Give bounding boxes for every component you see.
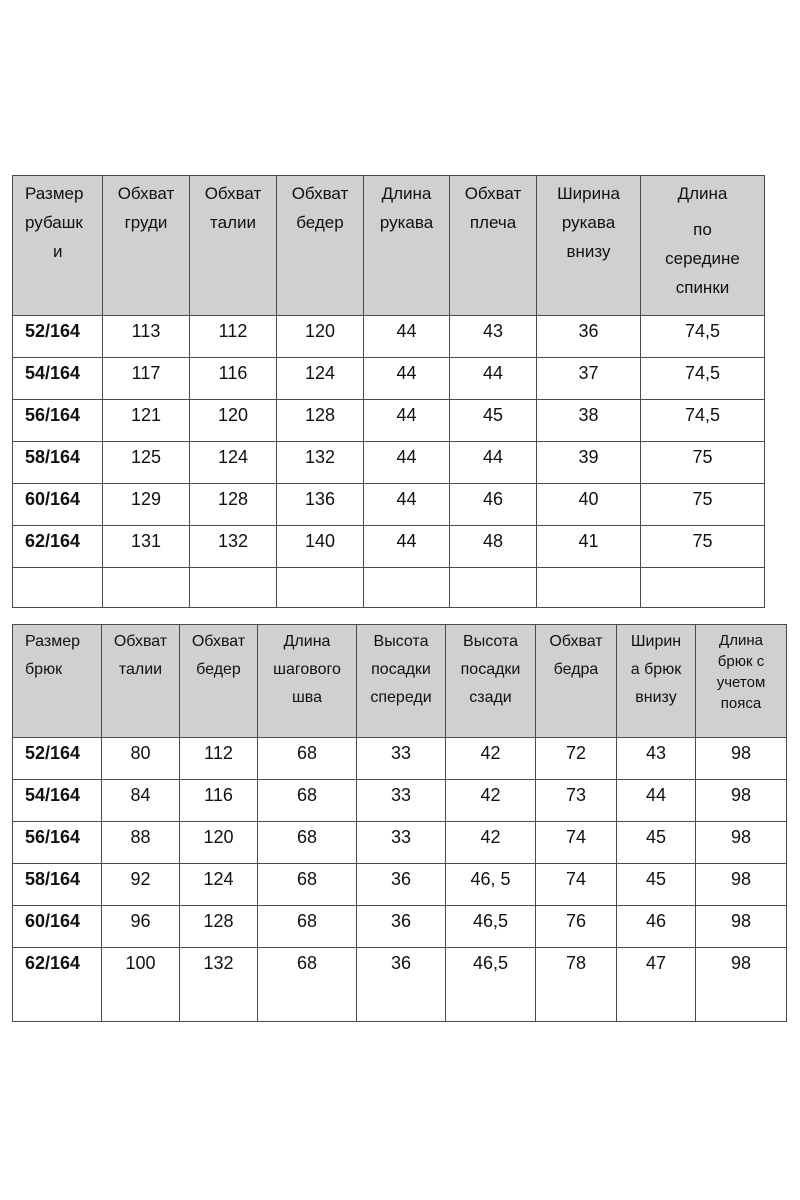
empty-row [13,568,765,608]
header-line: брюк [25,661,63,678]
value-cell: 48 [450,526,537,568]
value-cell: 68 [258,780,357,822]
value-cell: 112 [180,738,258,780]
header-line: брюк с [717,653,765,670]
value-cell: 88 [102,822,180,864]
header-line: посадки [460,661,521,678]
header-line: бедра [553,661,599,678]
value-cell: 75 [641,484,765,526]
value-cell: 36 [357,864,446,906]
header-line: Размер [25,184,84,203]
value-cell: 46,5 [446,948,536,1022]
value-cell: 74,5 [641,358,765,400]
value-cell: 125 [103,442,190,484]
value-cell: 40 [537,484,641,526]
shirt-header-chest [103,176,190,316]
size-cell: 52/164 [13,738,102,780]
table-row [13,358,765,400]
header-line: Размер [25,633,80,650]
size-cell: 62/164 [13,948,102,1022]
value-cell: 38 [537,400,641,442]
size-cell: 62/164 [13,526,103,568]
empty-cell [190,568,277,608]
header-line: а брюк [630,661,682,678]
value-cell: 33 [357,780,446,822]
value-cell: 46,5 [446,906,536,948]
header-line: спинки [675,278,730,297]
header-line: талии [118,661,163,678]
pants-header-hem-width [617,625,696,738]
shirt-header-sleeve-length [364,176,450,316]
value-cell: 100 [102,948,180,1022]
value-cell: 42 [446,822,536,864]
size-cell: 56/164 [13,822,102,864]
header-line: рубашк [25,213,83,232]
header-line: Длина [283,633,331,650]
value-cell: 112 [190,316,277,358]
value-cell: 92 [102,864,180,906]
value-cell: 44 [450,358,537,400]
size-cell: 58/164 [13,864,102,906]
size-cell: 54/164 [13,358,103,400]
size-cell: 60/164 [13,906,102,948]
header-line: посадки [371,661,431,678]
table-row [13,822,787,864]
table-row [13,484,765,526]
value-cell: 136 [277,484,364,526]
table-row [13,526,765,568]
value-cell: 41 [537,526,641,568]
pants-header-inseam [258,625,357,738]
value-cell: 113 [103,316,190,358]
header-line: учетом [716,674,766,691]
value-cell: 68 [258,906,357,948]
value-cell: 116 [180,780,258,822]
value-cell: 117 [103,358,190,400]
header-line: Ширина [557,184,620,203]
value-cell: 75 [641,526,765,568]
pants-header-waist [102,625,180,738]
value-cell: 44 [364,358,450,400]
size-cell: 52/164 [13,316,103,358]
pants-header-thigh [536,625,617,738]
size-cell: 58/164 [13,442,103,484]
value-cell: 128 [190,484,277,526]
pants-header-length [696,625,787,738]
value-cell: 121 [103,400,190,442]
pants-size-table [12,624,787,1022]
shirt-header-shoulder [450,176,537,316]
value-cell: 43 [617,738,696,780]
header-line: бедер [296,213,344,232]
header-line: Длина [677,184,728,203]
header-line: Обхват [117,184,175,203]
table-row [13,442,765,484]
header-line: шагового [273,661,341,678]
value-cell: 37 [537,358,641,400]
value-cell: 43 [450,316,537,358]
table-row [13,864,787,906]
value-cell: 132 [180,948,258,1022]
header-line: Обхват [464,184,522,203]
value-cell: 76 [536,906,617,948]
value-cell: 124 [190,442,277,484]
value-cell: 72 [536,738,617,780]
value-cell: 44 [450,442,537,484]
header-line: бедер [196,661,241,678]
header-line: груди [124,213,168,232]
shirt-header-back-length [641,176,765,316]
value-cell: 44 [364,400,450,442]
value-cell: 128 [277,400,364,442]
header-line: сзади [469,689,512,706]
table-row [13,906,787,948]
shirt-table-body [13,316,765,608]
value-cell: 120 [190,400,277,442]
value-cell: 74 [536,822,617,864]
header-line: талии [210,213,256,232]
value-cell: 124 [180,864,258,906]
value-cell: 33 [357,822,446,864]
pants-header-back-rise [446,625,536,738]
empty-cell [103,568,190,608]
table-row [13,400,765,442]
size-cell: 56/164 [13,400,103,442]
size-cell: 54/164 [13,780,102,822]
pants-header-row [13,625,787,738]
header-line: рукава [379,213,434,232]
value-cell: 68 [258,864,357,906]
header-line: рукава [561,213,616,232]
value-cell: 116 [190,358,277,400]
value-cell: 74,5 [641,400,765,442]
value-cell: 140 [277,526,364,568]
value-cell: 96 [102,906,180,948]
value-cell: 120 [180,822,258,864]
header-line: Обхват [204,184,262,203]
value-cell: 36 [357,948,446,1022]
value-cell: 33 [357,738,446,780]
value-cell: 74,5 [641,316,765,358]
pants-header-size [13,625,102,738]
shirt-header-row [13,176,765,316]
header-line: и [53,242,63,261]
header-line: Длина [719,632,763,649]
value-cell: 98 [696,906,787,948]
value-cell: 46, 5 [446,864,536,906]
header-line: пояса [720,695,762,712]
pants-header-front-rise [357,625,446,738]
empty-cell [537,568,641,608]
value-cell: 124 [277,358,364,400]
header-line: спереди [370,689,432,706]
value-cell: 98 [696,780,787,822]
value-cell: 132 [277,442,364,484]
value-cell: 44 [364,442,450,484]
table-row [13,948,787,1022]
value-cell: 44 [364,316,450,358]
value-cell: 44 [364,526,450,568]
value-cell: 128 [180,906,258,948]
value-cell: 74 [536,864,617,906]
header-line: по [693,220,712,239]
value-cell: 39 [537,442,641,484]
value-cell: 78 [536,948,617,1022]
empty-cell [13,568,103,608]
header-line: середине [665,249,740,268]
value-cell: 44 [364,484,450,526]
value-cell: 36 [537,316,641,358]
value-cell: 36 [357,906,446,948]
header-line: Обхват [549,633,603,650]
header-line: шва [291,689,323,706]
value-cell: 98 [696,948,787,1022]
value-cell: 68 [258,738,357,780]
value-cell: 47 [617,948,696,1022]
header-line: Ширин [630,633,682,650]
header-line: Длина [381,184,432,203]
value-cell: 42 [446,738,536,780]
value-cell: 80 [102,738,180,780]
value-cell: 98 [696,738,787,780]
shirt-header-waist [190,176,277,316]
value-cell: 44 [617,780,696,822]
empty-cell [450,568,537,608]
value-cell: 45 [450,400,537,442]
value-cell: 131 [103,526,190,568]
value-cell: 75 [641,442,765,484]
value-cell: 132 [190,526,277,568]
shirt-header-sleeve-width [537,176,641,316]
table-row [13,316,765,358]
value-cell: 98 [696,822,787,864]
value-cell: 45 [617,864,696,906]
header-line: Обхват [113,633,168,650]
table-row [13,738,787,780]
empty-cell [277,568,364,608]
value-cell: 68 [258,948,357,1022]
size-cell: 60/164 [13,484,103,526]
value-cell: 120 [277,316,364,358]
value-cell: 46 [617,906,696,948]
value-cell: 45 [617,822,696,864]
header-line: Высота [373,633,429,650]
table-row [13,780,787,822]
shirt-header-size [13,176,103,316]
empty-cell [641,568,765,608]
value-cell: 73 [536,780,617,822]
header-line: Обхват [291,184,349,203]
shirt-header-hips [277,176,364,316]
value-cell: 129 [103,484,190,526]
value-cell: 46 [450,484,537,526]
empty-cell [364,568,450,608]
pants-header-hips [180,625,258,738]
value-cell: 42 [446,780,536,822]
shirt-size-table [12,175,765,608]
value-cell: 84 [102,780,180,822]
header-line: Высота [463,633,518,650]
value-cell: 68 [258,822,357,864]
header-line: Обхват [191,633,246,650]
header-line: внизу [566,242,611,261]
header-line: внизу [635,689,677,706]
pants-table-body [13,738,787,1022]
header-line: плеча [469,213,517,232]
value-cell: 98 [696,864,787,906]
